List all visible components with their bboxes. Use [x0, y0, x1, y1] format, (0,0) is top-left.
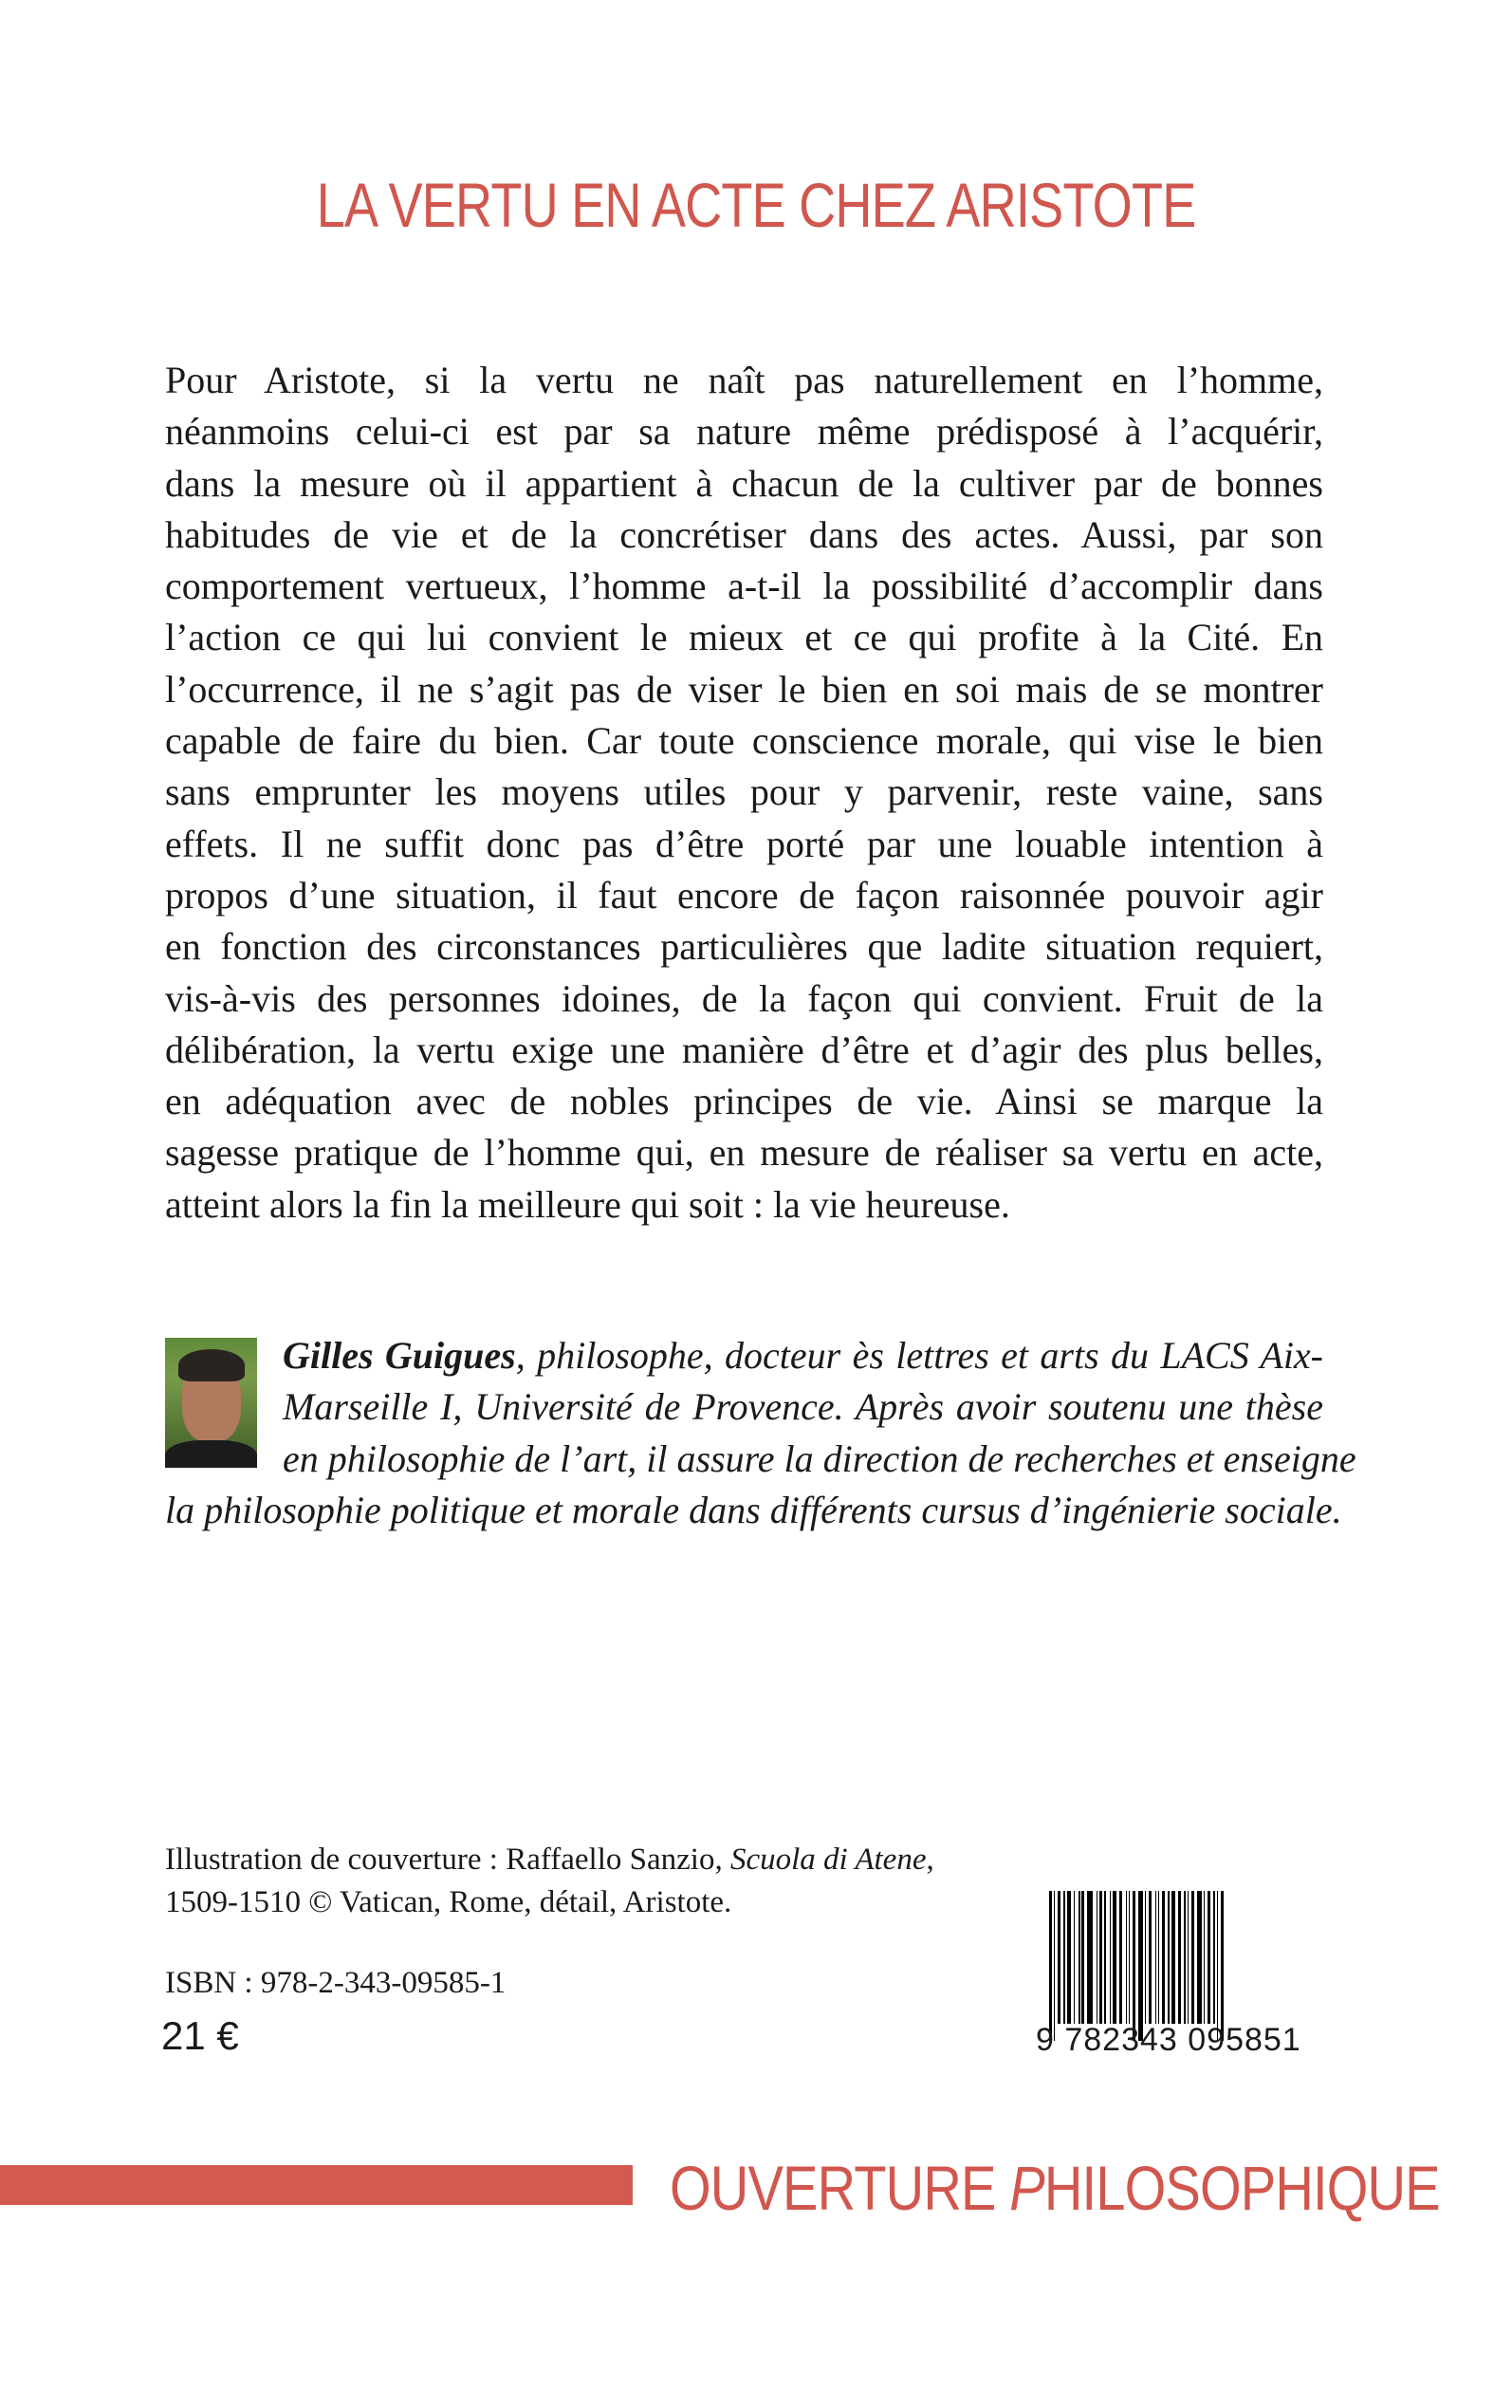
barcode-bar: [1058, 1891, 1060, 2024]
barcode-bar: [1081, 1891, 1084, 2024]
author-bio: Gilles Guigues, philosophe, docteur ès lettres et arts du LACS Aix- Marseille I, Université de Provence. Après avoir soutenu une thèse en philosophie de l’art, il assure la direction de recherches et enseigne la philosophie politique et morale dans différents cursus d’ingénierie sociale.: [165, 1334, 1356, 1531]
barcode-bar: [1138, 1891, 1143, 2041]
barcode-bar: [1119, 1891, 1122, 2024]
barcode-number: 9 782343 095851: [1036, 2022, 1301, 2058]
barcode-bar: [1063, 1891, 1065, 2024]
barcode-bar: [1126, 1891, 1128, 2024]
barcode-bar: [1184, 1891, 1186, 2024]
summary-line: propos d’une situation, il faut encore de façon raisonnée pouvoir agir: [165, 873, 1323, 917]
summary-line: vis-à-vis des personnes idoines, de la façon qui convient. Fruit de la: [165, 976, 1323, 1020]
barcode-bar: [1087, 1891, 1093, 2024]
summary-line: comportement vertueux, l’homme a-t-il la possibilité d’accomplir dans: [165, 565, 1323, 608]
barcode-bar: [1049, 1891, 1052, 2041]
barcode-bar: [1162, 1891, 1165, 2024]
book-title: LA VERTU EN ACTE CHEZ ARISTOTE: [316, 170, 1196, 240]
barcode-bar: [1171, 1891, 1176, 2024]
barcode: [1036, 1891, 1324, 2062]
barcode-bar: [1067, 1891, 1072, 2024]
barcode-bar: [1133, 1891, 1135, 2041]
summary-text: [165, 355, 1323, 1231]
summary-line: habitudes de vie et de la concrétiser dans des actes. Aussi, par son: [165, 512, 1323, 556]
author-name: Gilles Guigues: [283, 1334, 516, 1377]
summary-line: en adéquation avec de nobles principes de vie. Ainsi se marque la: [165, 1080, 1323, 1123]
barcode-bar: [1104, 1891, 1106, 2024]
barcode-bar: [1110, 1891, 1112, 2024]
barcode-bar: [1191, 1891, 1194, 2024]
cover-credits: Illustration de couverture : Raffaello Sanzio, Scuola di Atene, 1509-1510 © Vatican, Rome, détail, Aristote.: [165, 1843, 934, 1919]
barcode-bar: [1113, 1891, 1117, 2024]
isbn: ISBN : 978-2-343-09585-1: [165, 1966, 507, 2000]
summary-line: néanmoins celui-ci est par sa nature même prédisposé à l’acquérir,: [165, 410, 1323, 454]
barcode-bar: [1213, 1891, 1215, 2024]
barcode-bar: [1097, 1891, 1098, 2024]
summary-line: l’occurrence, il ne s’agit pas de viser le bien en soi mais de se montrer: [165, 667, 1323, 711]
barcode-bar: [1149, 1891, 1152, 2024]
summary-line: sagesse pratique de l’homme qui, en mesure de réaliser sa vertu en acte,: [165, 1131, 1323, 1175]
series-bar: [0, 2165, 633, 2205]
summary-line: l’action ce qui lui convient le mieux et ce qui profite à la Cité. En: [165, 616, 1323, 659]
barcode-bar: [1099, 1891, 1102, 2024]
summary-line: en fonction des circonstances particulières que ladite situation requiert,: [165, 925, 1323, 969]
barcode-bar: [1197, 1891, 1202, 2024]
barcode-bar: [1079, 1891, 1080, 2024]
barcode-bar: [1168, 1891, 1170, 2024]
summary-line: effets. Il ne suffit donc pas d’être porté par une louable intention à: [165, 822, 1323, 865]
barcode-bar: [1054, 1891, 1056, 2041]
barcode-bar: [1178, 1891, 1181, 2024]
barcode-bar: [1204, 1891, 1206, 2024]
barcode-bar: [1221, 1891, 1224, 2041]
barcode-bar: [1188, 1891, 1189, 2024]
series-name: OUVERTURE PHILOSOPHIQUE: [670, 2153, 1440, 2223]
barcode-bar: [1074, 1891, 1076, 2024]
barcode-bar: [1129, 1891, 1131, 2024]
barcode-bar: [1158, 1891, 1160, 2024]
barcode-bar: [1155, 1891, 1157, 2024]
summary-line: sans emprunter les moyens utiles pour y parvenir, reste vaine, sans: [165, 770, 1323, 814]
summary-line: capable de faire du bien. Car toute conscience morale, qui vise le bien: [165, 719, 1323, 763]
price: 21 €: [161, 2013, 239, 2058]
barcode-bar: [1217, 1891, 1219, 2041]
barcode-bar: [1145, 1891, 1147, 2024]
summary-line: Pour Aristote, si la vertu ne naît pas naturellement en l’homme,: [165, 359, 1323, 401]
summary-line: dans la mesure où il appartient à chacun de la cultiver par de bonnes: [165, 461, 1323, 505]
summary-line: atteint alors la fin la meilleure qui soit : la vie heureuse.: [165, 1182, 1010, 1226]
summary-line: délibération, la vertu exige une manière d’être et d’agir des plus belles,: [165, 1028, 1323, 1071]
barcode-bar: [1208, 1891, 1210, 2024]
